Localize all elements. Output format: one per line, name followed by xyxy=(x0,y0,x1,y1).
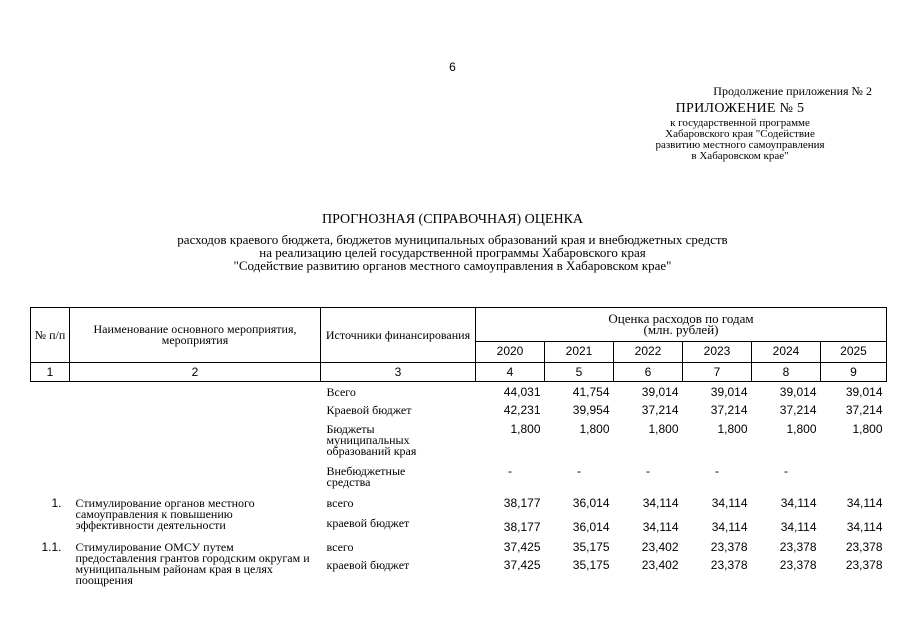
column-number: 4 xyxy=(476,363,545,382)
row-value: 37,425 xyxy=(503,558,541,572)
row-value: 23,378 xyxy=(779,558,817,572)
table-row xyxy=(31,540,887,560)
row-value: 37,425 xyxy=(503,540,541,554)
row-value: 38,177 xyxy=(503,496,541,510)
table-row xyxy=(31,405,887,424)
row-value: 39,014 xyxy=(710,385,748,399)
header-source: Источники финансирования xyxy=(321,308,476,363)
document-subtitle xyxy=(0,233,905,272)
row-value: 34,114 xyxy=(642,520,679,534)
row-value: 39,954 xyxy=(572,403,610,417)
row-value: 44,031 xyxy=(503,385,541,399)
row-num xyxy=(31,424,70,466)
appendix-title: ПРИЛОЖЕНИЕ № 5 xyxy=(675,101,805,116)
row-value: 34,114 xyxy=(711,496,748,510)
row-value: 42,231 xyxy=(503,403,541,417)
row-value: - xyxy=(784,464,788,478)
column-number: 9 xyxy=(821,363,887,382)
row-num xyxy=(31,466,70,496)
row-value: 23,402 xyxy=(641,540,679,554)
subtitle-line: на реализацию целей государственной программы Хабаровского края xyxy=(259,245,646,260)
row-value: 23,378 xyxy=(710,540,748,554)
row-value: 1,800 xyxy=(579,422,610,436)
row-value: 35,175 xyxy=(572,558,610,572)
row-value: 1,800 xyxy=(717,422,748,436)
row-value: 1,800 xyxy=(786,422,817,436)
row-value: - xyxy=(508,464,512,478)
row-value: 37,214 xyxy=(779,403,817,417)
table-row xyxy=(31,382,887,406)
row-value: 39,014 xyxy=(641,385,679,399)
column-number: 6 xyxy=(614,363,683,382)
appendix-line: в Хабаровском крае" xyxy=(691,150,789,162)
row-value: 34,114 xyxy=(846,496,883,510)
row-value: - xyxy=(715,464,719,478)
row-value: 39,014 xyxy=(779,385,817,399)
row-value: 34,114 xyxy=(642,496,679,510)
row-num: 1. xyxy=(51,496,62,510)
row-value: 23,378 xyxy=(845,540,883,554)
year-header: 2020 xyxy=(476,341,545,362)
row-value: 39,014 xyxy=(845,385,883,399)
row-name xyxy=(70,405,321,424)
row-name xyxy=(70,382,321,406)
year-header: 2024 xyxy=(752,341,821,362)
year-header: 2023 xyxy=(683,341,752,362)
appendix-subtitle xyxy=(640,118,840,162)
year-header: 2021 xyxy=(545,341,614,362)
subtitle-line: расходов краевого бюджета, бюджетов муниципальных образований края и внебюджетных средств xyxy=(177,232,728,247)
row-name xyxy=(70,466,321,496)
row-value: 34,114 xyxy=(780,520,817,534)
header-estimate-line: Оценка расходов по годам xyxy=(608,311,754,327)
column-number: 8 xyxy=(752,363,821,382)
row-value: 37,214 xyxy=(641,403,679,417)
row-source: краевой бюджет xyxy=(326,516,410,530)
row-name: Стимулирование ОМСУ путем предоставления грантов городским округам и муниципальным районам края в целях поощрения xyxy=(75,540,310,587)
row-value: 37,214 xyxy=(710,403,748,417)
row-value: 23,378 xyxy=(845,558,883,572)
document-title: ПРОГНОЗНАЯ (СПРАВОЧНАЯ) ОЦЕНКА xyxy=(321,212,584,227)
column-number: 3 xyxy=(321,363,476,382)
row-value: 35,175 xyxy=(572,540,610,554)
row-value: 1,800 xyxy=(510,422,541,436)
header-num: № п/п xyxy=(31,308,70,363)
row-value: - xyxy=(577,464,581,478)
row-value: 1,800 xyxy=(648,422,679,436)
column-number: 7 xyxy=(683,363,752,382)
row-value: - xyxy=(646,464,650,478)
row-value: 37,214 xyxy=(845,403,883,417)
column-number: 2 xyxy=(70,363,321,382)
row-source: всего xyxy=(326,496,354,510)
row-name xyxy=(70,424,321,466)
row-value: 23,378 xyxy=(710,558,748,572)
table-row xyxy=(31,466,887,496)
continuation-note: Продолжение приложения № 2 xyxy=(713,84,872,98)
expenditure-table xyxy=(30,307,887,596)
row-source: всего xyxy=(326,540,354,554)
row-source: краевой бюджет xyxy=(326,558,410,572)
row-value: 41,754 xyxy=(572,385,610,399)
year-header: 2025 xyxy=(821,341,887,362)
appendix-line: Хабаровского края "Содействие xyxy=(665,128,815,140)
row-source: Краевой бюджет xyxy=(326,403,412,417)
row-num: 1.1. xyxy=(41,540,62,554)
column-number: 5 xyxy=(545,363,614,382)
table-row xyxy=(31,424,887,466)
row-value: 34,114 xyxy=(711,520,748,534)
row-value: 34,114 xyxy=(846,520,883,534)
row-value: 1,800 xyxy=(852,422,883,436)
appendix-line: развитию местного самоуправления xyxy=(655,139,825,151)
header-name: Наименование основного мероприятия, мероприятия xyxy=(70,308,321,363)
row-value: 23,402 xyxy=(641,558,679,572)
year-header: 2022 xyxy=(614,341,683,362)
header-estimate xyxy=(476,308,887,342)
subtitle-line: "Содействие развитию органов местного самоуправления в Хабаровском крае" xyxy=(233,258,672,273)
row-value: 23,378 xyxy=(779,540,817,554)
row-source: Бюджеты муниципальных образований края xyxy=(326,422,417,458)
row-value: 36,014 xyxy=(572,520,610,534)
appendix-line: к государственной программе xyxy=(670,117,810,129)
row-name: Стимулирование органов местного самоуправления к повышению эффективности деятельности xyxy=(75,496,255,532)
column-number: 1 xyxy=(31,363,70,382)
row-num xyxy=(31,382,70,406)
header-estimate-unit: (млн. рублей) xyxy=(643,322,719,338)
row-value: 36,014 xyxy=(572,496,610,510)
row-value xyxy=(821,466,887,496)
page-number: 6 xyxy=(449,60,456,74)
row-source: Внебюджетные средства xyxy=(326,464,406,489)
row-source: Всего xyxy=(326,385,356,399)
row-num xyxy=(31,405,70,424)
table-row xyxy=(31,496,887,518)
row-value: 38,177 xyxy=(503,520,541,534)
row-value: 34,114 xyxy=(780,496,817,510)
